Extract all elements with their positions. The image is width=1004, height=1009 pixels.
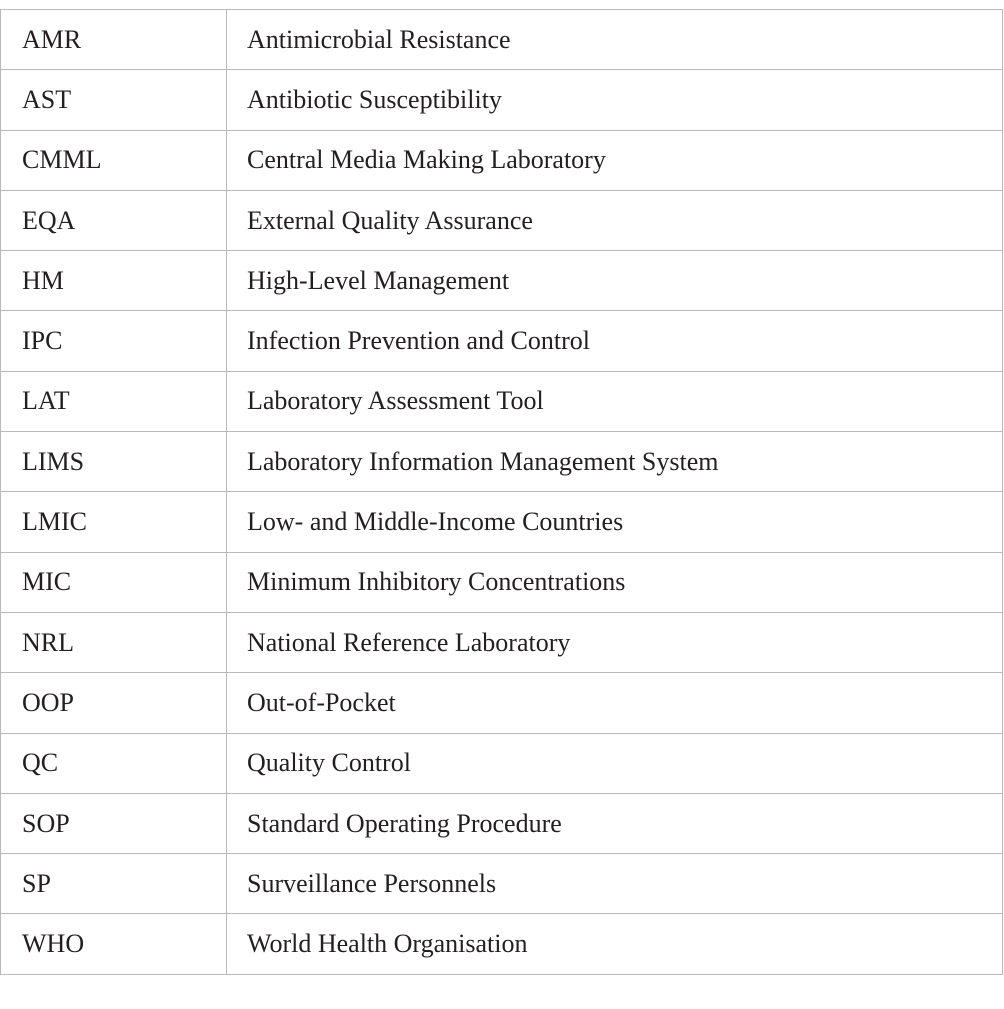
table-row [1,251,1003,311]
definition-cell: External Quality Assurance [227,190,1003,250]
abbreviation-cell: NRL [1,612,227,672]
definition-cell: Low- and Middle-Income Countries [227,492,1003,552]
definition-cell: High-Level Management [227,251,1003,311]
definition-cell: Out-of-Pocket [227,673,1003,733]
table-row [1,733,1003,793]
abbreviations-table-body [1,10,1003,975]
definition-cell: Antibiotic Susceptibility [227,70,1003,130]
table-row [1,854,1003,914]
abbreviation-cell: OOP [1,673,227,733]
table-row [1,492,1003,552]
table-row [1,432,1003,492]
definition-cell: National Reference Laboratory [227,612,1003,672]
definition-cell: Antimicrobial Resistance [227,10,1003,70]
definition-cell: Infection Prevention and Control [227,311,1003,371]
table-row [1,371,1003,431]
table-row [1,130,1003,190]
table-row [1,311,1003,371]
definition-cell: World Health Organisation [227,914,1003,974]
table-row [1,190,1003,250]
abbreviation-cell: LMIC [1,492,227,552]
table-row [1,10,1003,70]
definition-cell: Quality Control [227,733,1003,793]
abbreviation-cell: SOP [1,793,227,853]
table-row [1,552,1003,612]
abbreviation-cell: AST [1,70,227,130]
definition-cell: Minimum Inhibitory Concentrations [227,552,1003,612]
definition-cell: Standard Operating Procedure [227,793,1003,853]
table-row [1,612,1003,672]
table-row [1,914,1003,974]
definition-cell: Laboratory Assessment Tool [227,371,1003,431]
abbreviation-cell: SP [1,854,227,914]
abbreviation-cell: AMR [1,10,227,70]
table-row [1,70,1003,130]
abbreviations-table [0,9,1003,975]
abbreviation-cell: CMML [1,130,227,190]
abbreviation-cell: HM [1,251,227,311]
abbreviation-cell: LAT [1,371,227,431]
definition-cell: Laboratory Information Management System [227,432,1003,492]
abbreviation-cell: MIC [1,552,227,612]
definition-cell: Central Media Making Laboratory [227,130,1003,190]
definition-cell: Surveillance Personnels [227,854,1003,914]
table-row [1,673,1003,733]
table-row [1,793,1003,853]
abbreviation-cell: LIMS [1,432,227,492]
abbreviation-cell: WHO [1,914,227,974]
abbreviation-cell: QC [1,733,227,793]
abbreviation-cell: EQA [1,190,227,250]
abbreviation-cell: IPC [1,311,227,371]
